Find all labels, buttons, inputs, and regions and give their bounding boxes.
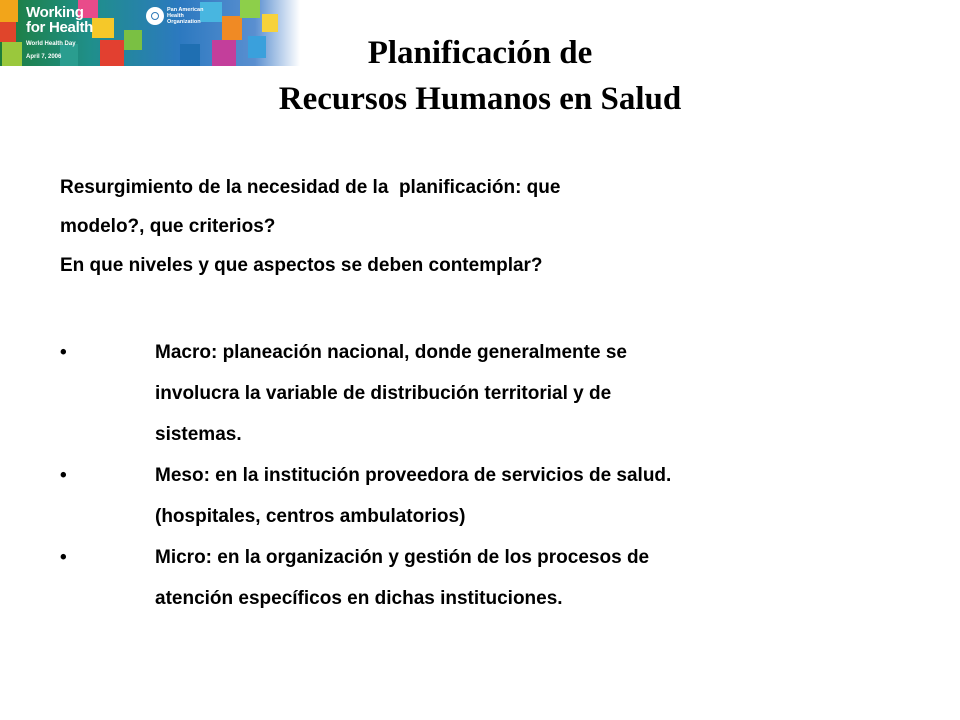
banner-text (26, 5, 93, 61)
org-line2: Health (167, 13, 184, 19)
bullet-line: Micro: en la organización y gestión de los procesos de (155, 547, 650, 568)
title-line1: Planificación de (367, 35, 593, 71)
globe-icon (146, 7, 164, 25)
paho-logo-block (146, 7, 227, 25)
org-line3: Organization (167, 19, 201, 25)
banner-title-line2: for Health (26, 19, 94, 36)
bullet-line: atención específicos en dichas instituciones. (155, 588, 563, 609)
banner-sub-line1: World Health Day (26, 41, 76, 47)
bullet-marker: • (60, 465, 67, 486)
bullet-line: (hospitales, centros ambulatorios) (155, 506, 466, 527)
banner-title-line1: Working (26, 4, 84, 21)
title-line2: Recursos Humanos en Salud (278, 81, 682, 117)
bullet-line: sistemas. (155, 424, 242, 445)
intro-line3: En que niveles y que aspectos se deben contemplar? (60, 255, 543, 276)
paho-text (167, 7, 227, 25)
bullet-line: Macro: planeación nacional, donde generalmente se (155, 342, 627, 363)
bullet-item-macro (60, 332, 920, 455)
banner-sub-line2: April 7, 2006 (26, 54, 62, 60)
bullet-line: Meso: en la institución proveedora de servicios de salud. (155, 465, 672, 486)
bullet-list (60, 332, 920, 619)
bullet-marker: • (60, 547, 67, 568)
org-line1: Pan American (167, 7, 204, 13)
bullet-item-micro (60, 537, 920, 619)
bullet-line: involucra la variable de distribución territorial y de (155, 383, 612, 404)
slide-title (160, 30, 800, 122)
bullet-item-meso (60, 455, 920, 537)
bullet-marker: • (60, 342, 67, 363)
intro-text (60, 168, 920, 285)
intro-line2: modelo?, que criterios? (60, 216, 276, 237)
intro-line1: Resurgimiento de la necesidad de la planificación: que (60, 177, 561, 198)
